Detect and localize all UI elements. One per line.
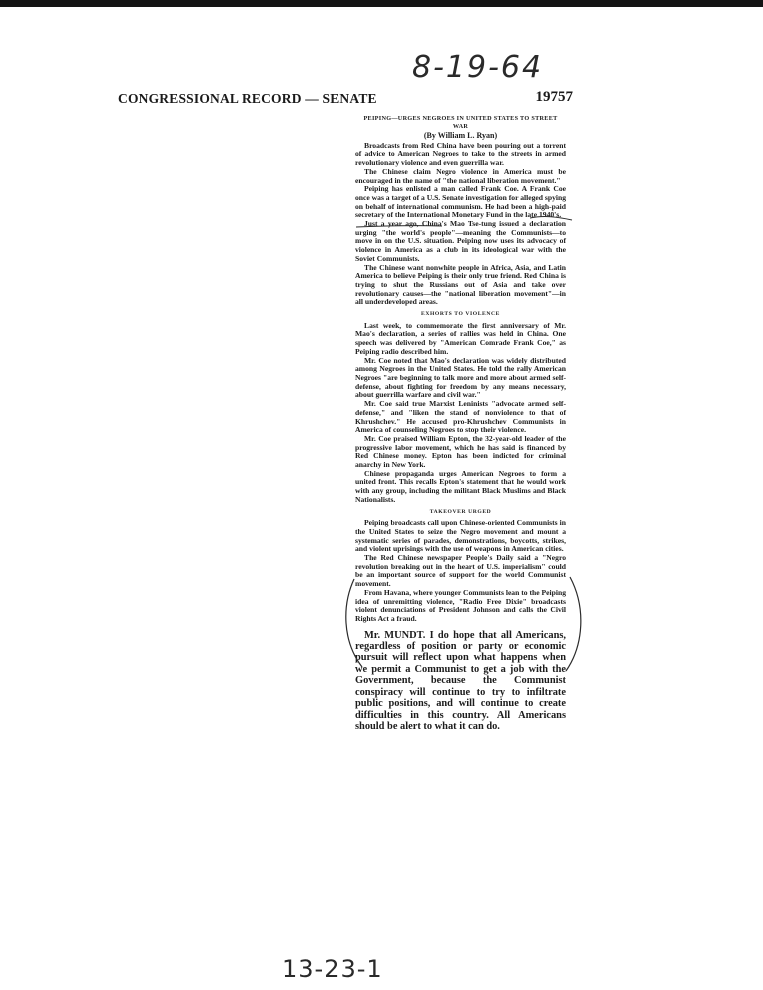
closing-remarks: Mr. MUNDT. I do hope that all Americans, regardless of position or party or economic pursuit will reflect upon what happens when we permit a Communist to get a job with the Government, because the Communist conspiracy will continue to try to infiltrate public positions, and will continue to create difficulties in this country. All Americans should be alert to what it can do. [355,629,566,732]
article-paragraph: Chinese propaganda urges American Negroes to form a united front. This recalls Epton's statement that he would work with any group, including the militant Black Muslims and Black Nationalists. [355,468,566,504]
article-paragraph: Mr. Coe praised William Epton, the 32-year-old leader of the progressive labor movement, which he has said is financed by Red Chinese money. Epton has been indicted for criminal anarchy in New York. [355,433,566,470]
page-masthead [118,91,573,113]
article-paragraph: Peiping has enlisted a man called Frank Coe. A Frank Coe once was a target of a U.S. Senate investigation for alleged spying on behalf of international communism. He had been a high-paid secretary of the International Monetary Fund in the late 1940's. [355,184,566,220]
article-paragraph: From Havana, where younger Communists lean to the Peiping idea of unremitting violence, "Radio Free Dixie" broadcasts violent denunciations of President Johnson and calls the Civil Rights Act a fraud. [355,587,566,623]
article-paragraph: Last week, to commemorate the first anniversary of Mr. Mao's declaration, a series of rallies was held in China. One speech was delivered by "American Comrade Frank Coe," as Peiping radio described him. [355,320,566,356]
article-paragraph: Mr. Coe noted that Mao's declaration was widely distributed among Negroes in the United States. He told the rally American Negroes "are beginning to talk more and more about armed self-defense, about fighting for freedom by any means necessary, about guerrilla warfare and civil war." [355,355,566,400]
page-number: 19757 [535,89,573,105]
article-paragraph: Just a year ago, China's Mao Tse-tung issued a declaration urging "the world's people"—meaning the Communists—to move in on the U.S. situation. Peiping now uses its advocacy of violence in America as a club in its ideological war with the Soviet Communists. [355,219,566,263]
handwritten-date: 8-19-64 [412,50,544,85]
article-paragraph: Broadcasts from Red China have been pouring out a torrent of advice to American Negroes to take to the streets in armed revolutionary violence and even guerrilla war. [355,140,566,168]
article-paragraph: Peiping broadcasts call upon Chinese-oriented Communists in the United States to seize the Negro movement and mount a systematic series of parades, demonstrations, boycotts, strikes, and violent uprisings with the use of weapons in American cities. [355,518,566,554]
article-headline: PEIPING—URGES NEGROES IN UNITED STATES TO STREET WAR [363,115,558,130]
scan-top-border [0,0,763,7]
article-byline: (By William L. Ryan) [423,131,498,140]
section-subhead: TAKEOVER URGED [429,508,492,515]
handwritten-file-number: 13-23-1 [282,955,383,983]
article-paragraph: The Red Chinese newspaper People's Daily said a "Negro revolution breaking out in the heart of U.S. imperialism" could be an important source of support for the world Communist movement. [355,553,566,589]
section-subhead: EXHORTS TO VIOLENCE [421,311,500,318]
article-paragraph: The Chinese claim Negro violence in America must be encouraged in the name of "the national liberation movement." [355,166,566,185]
publication-title: CONGRESSIONAL RECORD — SENATE [118,91,377,106]
article-paragraph: The Chinese want nonwhite people in Africa, Asia, and Latin America to believe Peiping is their only true friend. Red China is trying to shut the Russians out of Asia and take over revolutionary causes—the "national liberation movement"—in all underdeveloped areas. [355,262,566,307]
article-paragraph: Mr. Coe said true Marxist Leninists "advocate armed self-defense," and "liken the stand of nonviolence to that of Khrushchev." He accused pro-Khrushchev Communists in America of counseling Negroes to stop their violence. [355,399,566,435]
article-column [355,115,566,732]
